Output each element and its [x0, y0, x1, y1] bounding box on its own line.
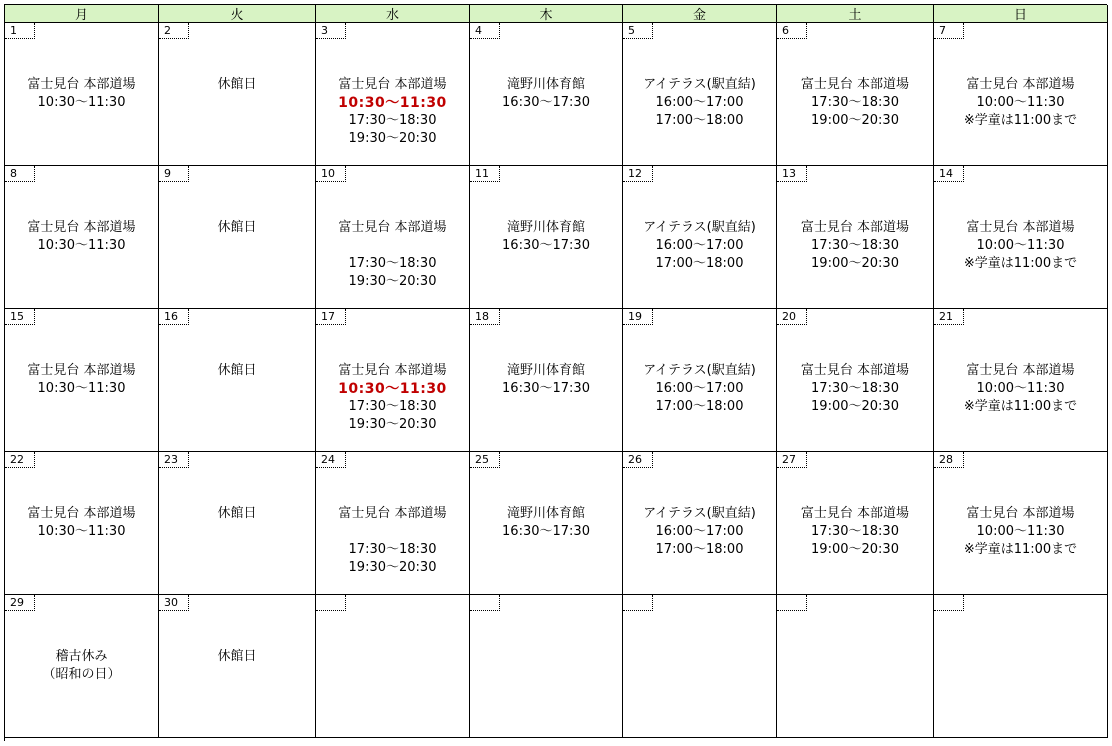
- day-cell: [777, 23, 934, 166]
- session-line: 富士見台 本部道場: [27, 363, 136, 378]
- day-number: 30: [159, 595, 189, 611]
- session-line: 富士見台 本部道場: [800, 506, 910, 521]
- session-line: 17:30～18:30: [811, 238, 899, 253]
- weekday-header: 水: [316, 5, 470, 23]
- day-number: 28: [934, 452, 964, 468]
- day-cell: [470, 309, 623, 452]
- day-number: 26: [623, 452, 653, 468]
- session-line: 17:00～18:00: [655, 113, 744, 128]
- day-number: 13: [777, 166, 807, 182]
- session-line: ※学童は11:00まで: [963, 256, 1078, 271]
- day-cell: [777, 452, 934, 595]
- session-line: 富士見台 本部道場: [966, 363, 1075, 378]
- session-line: [316, 237, 469, 255]
- day-cell: [934, 166, 1108, 309]
- session-line: 滝野川体育館: [506, 77, 585, 92]
- session-line: 富士見台 本部道場: [800, 220, 910, 235]
- session-line: 16:00～17:00: [655, 381, 744, 396]
- session-list: [623, 219, 776, 273]
- highlighted-session-time: 10:30～11:30: [338, 95, 447, 111]
- session-line: 富士見台 本部道場: [800, 77, 910, 92]
- session-list: [159, 219, 315, 237]
- day-cell: [5, 452, 159, 595]
- session-line: 10:00～11:30: [976, 524, 1065, 539]
- session-line: 17:30～18:30: [811, 381, 899, 396]
- session-list: [316, 76, 469, 148]
- session-line: 富士見台 本部道場: [338, 506, 447, 521]
- session-list: [5, 505, 158, 541]
- session-list: [623, 76, 776, 130]
- day-cell: [934, 23, 1108, 166]
- session-line: 17:00～18:00: [655, 256, 744, 271]
- day-number: [470, 595, 500, 611]
- session-list: [316, 505, 469, 577]
- day-number: [934, 595, 964, 611]
- day-cell: [623, 166, 777, 309]
- session-line: 10:00～11:30: [976, 95, 1065, 110]
- day-cell: [934, 309, 1108, 452]
- session-list: [777, 76, 933, 130]
- day-number: [623, 595, 653, 611]
- session-line: 16:30～17:30: [502, 381, 590, 396]
- session-line: 富士見台 本部道場: [800, 363, 910, 378]
- day-number: 18: [470, 309, 500, 325]
- day-cell: [316, 452, 470, 595]
- day-number: 21: [934, 309, 964, 325]
- session-line: 16:00～17:00: [655, 238, 744, 253]
- day-cell: [470, 595, 623, 738]
- session-line: 休館日: [217, 77, 257, 92]
- session-list: [934, 505, 1107, 559]
- session-line: 10:30～11:30: [37, 95, 126, 110]
- day-cell: [159, 595, 316, 738]
- session-line: 19:30～20:30: [348, 274, 437, 289]
- session-line: 19:30～20:30: [348, 417, 437, 432]
- day-cell: [159, 452, 316, 595]
- day-cell: [159, 166, 316, 309]
- session-line: 稽古休み: [55, 649, 108, 664]
- session-line: 17:30～18:30: [811, 524, 899, 539]
- weekday-header: 月: [5, 5, 159, 23]
- day-number: 1: [5, 23, 35, 39]
- session-line: 16:00～17:00: [655, 524, 744, 539]
- session-line: 富士見台 本部道場: [338, 363, 447, 378]
- session-line: 10:00～11:30: [976, 381, 1065, 396]
- day-number: 9: [159, 166, 189, 182]
- weekday-header: 金: [623, 5, 777, 23]
- session-list: [159, 648, 315, 666]
- session-list: [934, 219, 1107, 273]
- day-number: 16: [159, 309, 189, 325]
- session-line: 17:30～18:30: [348, 542, 437, 557]
- session-list: [470, 219, 622, 255]
- session-line: 富士見台 本部道場: [338, 77, 447, 92]
- session-list: [934, 362, 1107, 416]
- session-list: [316, 219, 469, 291]
- day-cell: [316, 23, 470, 166]
- session-line: ※学童は11:00まで: [963, 542, 1078, 557]
- session-line: 16:00～17:00: [655, 95, 744, 110]
- session-line: 滝野川体育館: [506, 220, 585, 235]
- session-list: [777, 362, 933, 416]
- session-line: 休館日: [217, 649, 257, 664]
- session-line: 16:30～17:30: [502, 524, 590, 539]
- session-line: 10:30～11:30: [37, 238, 126, 253]
- session-line: 17:00～18:00: [655, 542, 744, 557]
- day-number: 2: [159, 23, 189, 39]
- session-line: 休館日: [217, 220, 257, 235]
- day-number: 7: [934, 23, 964, 39]
- session-list: [5, 648, 158, 684]
- day-cell: [470, 23, 623, 166]
- session-list: [470, 76, 622, 112]
- session-line: アイテラス(駅直結): [643, 363, 756, 378]
- day-number: 19: [623, 309, 653, 325]
- day-number: 25: [470, 452, 500, 468]
- session-line: 19:00～20:30: [811, 542, 899, 557]
- session-line: 休館日: [217, 363, 257, 378]
- day-cell: [470, 166, 623, 309]
- session-line: 17:30～18:30: [811, 95, 899, 110]
- session-list: [934, 76, 1107, 130]
- day-cell: [777, 309, 934, 452]
- day-number: 3: [316, 23, 346, 39]
- day-cell: [777, 166, 934, 309]
- session-line: 19:00～20:30: [811, 256, 899, 271]
- day-cell: [5, 23, 159, 166]
- session-line: 富士見台 本部道場: [338, 220, 447, 235]
- session-line: 19:00～20:30: [811, 113, 899, 128]
- session-line: 19:00～20:30: [811, 399, 899, 414]
- session-list: [623, 362, 776, 416]
- session-list: [623, 505, 776, 559]
- session-line: 10:30～11:30: [37, 381, 126, 396]
- session-line: 16:30～17:30: [502, 95, 590, 110]
- session-list: [159, 505, 315, 523]
- session-list: [5, 219, 158, 255]
- day-cell: [316, 595, 470, 738]
- day-cell: [934, 452, 1108, 595]
- day-number: 15: [5, 309, 35, 325]
- day-cell: [5, 309, 159, 452]
- session-line: 富士見台 本部道場: [27, 77, 136, 92]
- highlighted-session-time: 10:30～11:30: [338, 381, 447, 397]
- day-number: 27: [777, 452, 807, 468]
- weekday-header: 火: [159, 5, 316, 23]
- day-number: [777, 595, 807, 611]
- day-number: 4: [470, 23, 500, 39]
- day-number: [316, 595, 346, 611]
- session-line: 富士見台 本部道場: [966, 77, 1075, 92]
- weekday-header: 日: [934, 5, 1108, 23]
- session-line: 休館日: [217, 506, 257, 521]
- session-line: 10:30～11:30: [37, 524, 126, 539]
- session-line: 富士見台 本部道場: [966, 506, 1075, 521]
- day-number: 8: [5, 166, 35, 182]
- day-cell: [470, 452, 623, 595]
- session-line: 17:30～18:30: [348, 399, 437, 414]
- day-number: 10: [316, 166, 346, 182]
- day-cell: [5, 166, 159, 309]
- day-number: 17: [316, 309, 346, 325]
- day-number: 20: [777, 309, 807, 325]
- day-number: 24: [316, 452, 346, 468]
- session-line: 滝野川体育館: [506, 363, 585, 378]
- session-line: 10:00～11:30: [976, 238, 1065, 253]
- day-number: 29: [5, 595, 35, 611]
- day-cell: [934, 595, 1108, 738]
- session-line: 16:30～17:30: [502, 238, 590, 253]
- session-list: [777, 219, 933, 273]
- weekday-header: 木: [470, 5, 623, 23]
- session-list: [5, 76, 158, 112]
- day-cell: [316, 166, 470, 309]
- session-line: 富士見台 本部道場: [27, 506, 136, 521]
- session-line: ※学童は11:00まで: [963, 399, 1078, 414]
- session-line: 17:00～18:00: [655, 399, 744, 414]
- session-line: （昭和の日）: [42, 667, 121, 682]
- session-list: [470, 505, 622, 541]
- day-number: 11: [470, 166, 500, 182]
- session-list: [777, 505, 933, 559]
- session-list: [316, 362, 469, 434]
- session-line: 19:30～20:30: [348, 560, 437, 575]
- day-cell: [777, 595, 934, 738]
- day-cell: [316, 309, 470, 452]
- session-line: 富士見台 本部道場: [27, 220, 136, 235]
- session-line: 富士見台 本部道場: [966, 220, 1075, 235]
- day-cell: [5, 595, 159, 738]
- session-line: [316, 523, 469, 541]
- day-cell: [623, 452, 777, 595]
- session-line: ※学童は11:00まで: [963, 113, 1078, 128]
- day-number: 6: [777, 23, 807, 39]
- day-number: 12: [623, 166, 653, 182]
- session-line: 19:30～20:30: [348, 131, 437, 146]
- weekday-header: 土: [777, 5, 934, 23]
- session-list: [470, 362, 622, 398]
- session-line: アイテラス(駅直結): [643, 220, 756, 235]
- session-line: 滝野川体育館: [506, 506, 585, 521]
- session-line: アイテラス(駅直結): [643, 506, 756, 521]
- day-cell: [623, 23, 777, 166]
- schedule-calendar: [4, 4, 1107, 741]
- session-list: [5, 362, 158, 398]
- day-cell: [623, 309, 777, 452]
- day-number: 22: [5, 452, 35, 468]
- day-number: 14: [934, 166, 964, 182]
- session-line: アイテラス(駅直結): [643, 77, 756, 92]
- day-cell: [623, 595, 777, 738]
- session-list: [159, 76, 315, 94]
- session-list: [159, 362, 315, 380]
- day-cell: [159, 23, 316, 166]
- day-cell: [159, 309, 316, 452]
- session-line: 17:30～18:30: [348, 256, 437, 271]
- day-number: 5: [623, 23, 653, 39]
- day-number: 23: [159, 452, 189, 468]
- session-line: 17:30～18:30: [348, 113, 437, 128]
